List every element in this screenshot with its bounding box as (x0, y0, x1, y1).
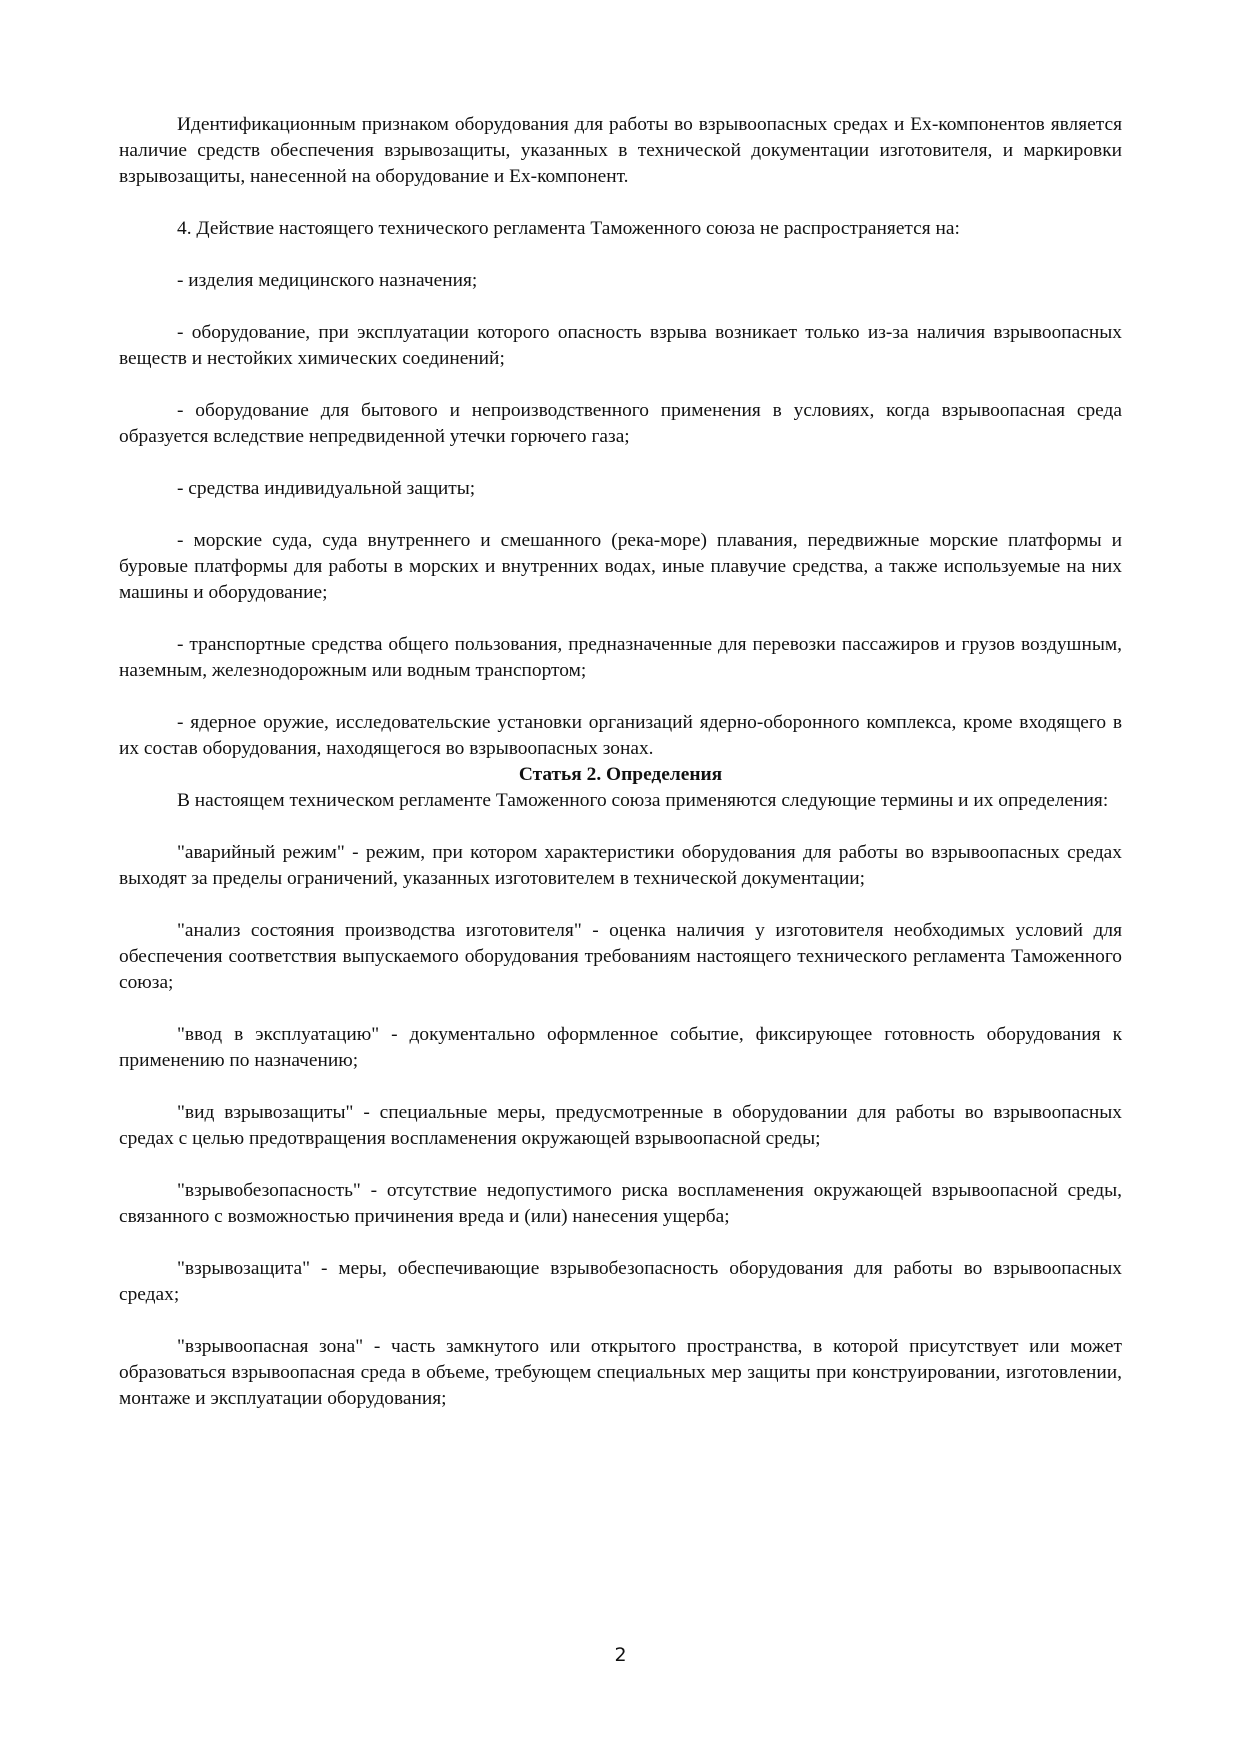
exclusion-item: - средства индивидуальной защиты; (177, 478, 476, 499)
definition-item: "взрывозащита" - меры, обеспечивающие взрывобезопасность оборудования для работы во взрывоопасных средах; (119, 1258, 1122, 1305)
document-page (119, 112, 1122, 1412)
exclusion-item: - морские суда, суда внутреннего и смешанного (река-море) плавания, передвижные морские платформы и буровые платформы для работы в морских и внутренних водах, иные плавучие средства, а также используемые на них машины и оборудование; (119, 530, 1122, 603)
exclusion-item: - оборудование, при эксплуатации которого опасность взрыва возникает только из-за наличия взрывоопасных веществ и нестойких химических соединений; (119, 322, 1122, 369)
clause-4-paragraph: 4. Действие настоящего технического регламента Таможенного союза не распространяется на: (177, 218, 960, 239)
definition-item: "анализ состояния производства изготовителя" - оценка наличия у изготовителя необходимых условий для обеспечения соответствия выпускаемого оборудования требованиям настоящего технического регламента Таможенного союза; (119, 920, 1122, 993)
exclusion-item: - ядерное оружие, исследовательские установки организаций ядерно-оборонного комплекса, кроме входящего в их состав оборудования, находящегося во взрывоопасных зонах. (119, 712, 1122, 759)
definition-item: "ввод в эксплуатацию" - документально оформленное событие, фиксирующее готовность оборудования к применению по назначению; (119, 1024, 1122, 1071)
definition-item: "аварийный режим" - режим, при котором характеристики оборудования для работы во взрывоопасных средах выходят за пределы ограничений, указанных изготовителем в технической документации; (119, 842, 1122, 889)
article-2-intro: В настоящем техническом регламенте Таможенного союза применяются следующие термины и их определения: (177, 790, 1109, 811)
article-2-heading: Статья 2. Определения (518, 764, 723, 785)
definition-item: "вид взрывозащиты" - специальные меры, предусмотренные в оборудовании для работы во взрывоопасных средах с целью предотвращения воспламенения окружающей взрывоопасной среды; (119, 1102, 1122, 1149)
definition-item: "взрывобезопасность" - отсутствие недопустимого риска воспламенения окружающей взрывоопасной среды, связанного с возможностью причинения вреда и (или) нанесения ущерба; (119, 1180, 1122, 1227)
page-number: 2 (614, 1644, 627, 1666)
exclusion-item: - оборудование для бытового и непроизводственного применения в условиях, когда взрывоопасная среда образуется вследствие непредвиденной утечки горючего газа; (119, 400, 1122, 447)
intro-paragraph: Идентификационным признаком оборудования для работы во взрывоопасных средах и Ex-компонентов является наличие средств обеспечения взрывозащиты, указанных в технической документации изготовителя, и маркировки взрывозащиты, нанесенной на оборудование и Ex-компонент. (119, 114, 1122, 187)
exclusion-item: - изделия медицинского назначения; (177, 270, 478, 291)
definition-item: "взрывоопасная зона" - часть замкнутого или открытого пространства, в которой присутствует или может образоваться взрывоопасная среда в объеме, требующем специальных мер защиты при конструировании, изготовлении, монтаже и эксплуатации оборудования; (119, 1336, 1122, 1409)
exclusion-item: - транспортные средства общего пользования, предназначенные для перевозки пассажиров и грузов воздушным, наземным, железнодорожным или водным транспортом; (119, 634, 1122, 681)
